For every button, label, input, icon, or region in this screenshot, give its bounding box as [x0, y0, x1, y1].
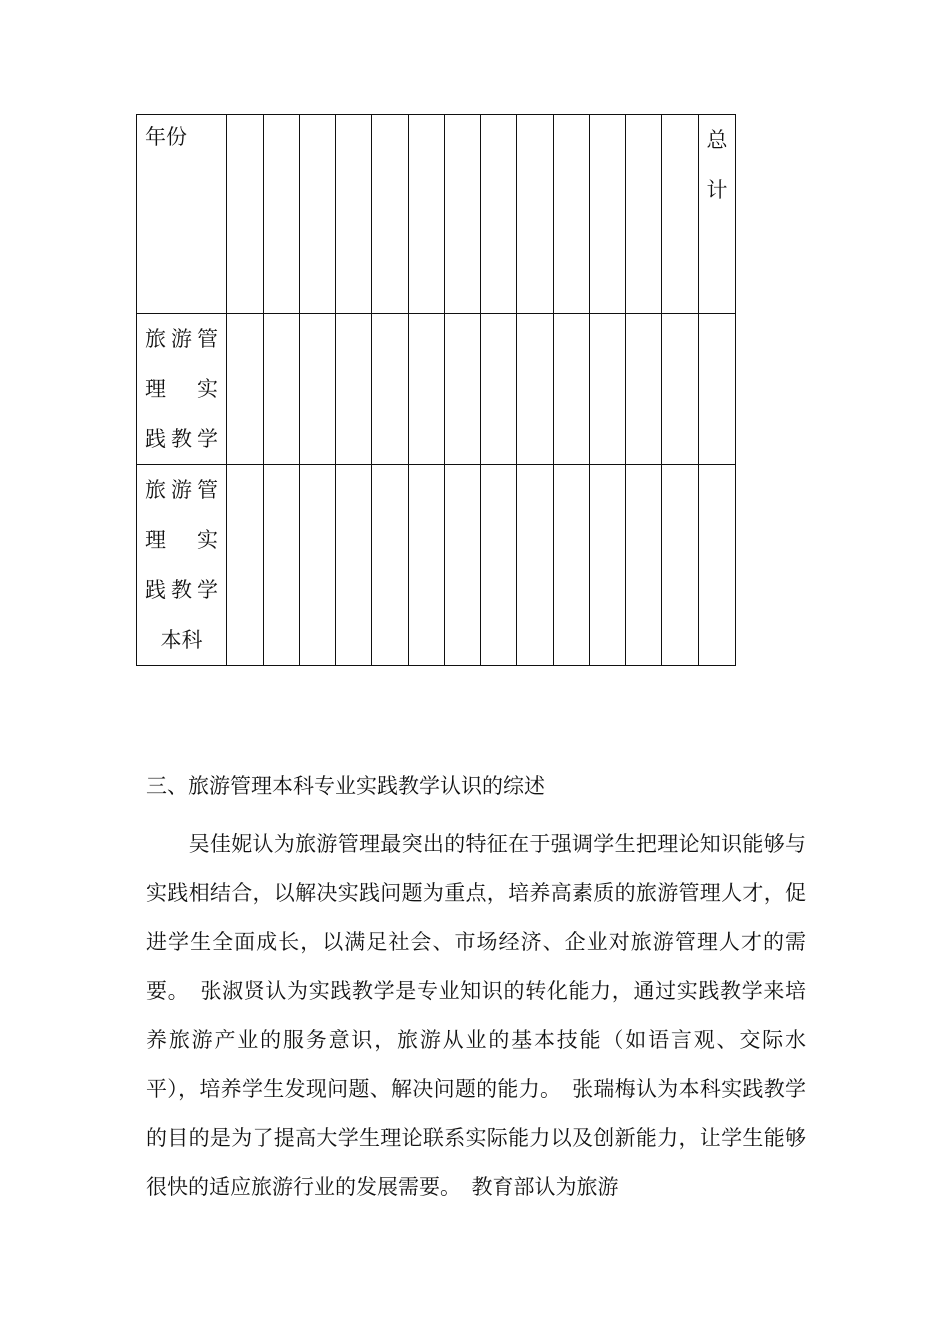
- table-row: [137, 314, 736, 465]
- table-cell: [590, 314, 626, 465]
- table-cell: [264, 115, 300, 314]
- total-header-cell: [699, 115, 736, 314]
- total-header-label: [699, 115, 735, 215]
- table-cell: [409, 465, 445, 666]
- table-cell: [372, 314, 409, 465]
- table-cell: [300, 115, 336, 314]
- table-cell: [699, 314, 736, 465]
- year-header-label: 年份: [145, 125, 187, 149]
- table-cell: [554, 465, 590, 666]
- table-cell: [481, 314, 517, 465]
- row-label: [137, 465, 226, 665]
- table-cell: [300, 465, 336, 666]
- table-cell: [264, 314, 300, 465]
- table-cell: [662, 465, 699, 666]
- table-cell: [336, 314, 372, 465]
- table-cell: [372, 115, 409, 314]
- year-header-cell: [137, 115, 227, 314]
- body-paragraph: 吴佳妮认为旅游管理最突出的特征在于强调学生把理论知识能够与实践相结合，以解决实践问题为重点，培养高素质的旅游管理人才，促进学生全面成长，以满足社会、市场经济、企业对旅游管理人才的需要。 张淑贤认为实践教学是专业知识的转化能力，通过实践教学来培养旅游产业的服务意识，旅游从业的基本技能（如语言观、交际水平），培养学生发现问题、解决问题的能力。 张瑞梅认为本科实践教学的目的是为了提高大学生理论联系实际能力以及创新能力，让学生能够很快的适应旅游行业的发展需要。 教育部认为旅游: [146, 832, 806, 1199]
- table-row: [137, 465, 736, 666]
- table-cell: [626, 115, 662, 314]
- table-cell: [264, 465, 300, 666]
- section-heading: 三、旅游管理本科专业实践教学认识的综述: [146, 774, 545, 798]
- row-label-line: 践教学: [145, 578, 218, 602]
- row-label-cell: [137, 465, 227, 666]
- table-cell: [445, 314, 481, 465]
- table-cell: [445, 115, 481, 314]
- row-label-line: 理 实: [145, 528, 218, 552]
- table-cell: [590, 465, 626, 666]
- row-label-line: 践教学: [145, 427, 218, 451]
- row-label-line: 理 实: [145, 377, 218, 401]
- table-cell: [445, 465, 481, 666]
- table-cell: [372, 465, 409, 666]
- table-cell: [626, 465, 662, 666]
- table-cell: [481, 115, 517, 314]
- row-label-line: 旅游管: [145, 478, 218, 502]
- total-label-line: 总: [706, 128, 728, 152]
- row-label-line: 旅游管: [145, 327, 218, 351]
- table-cell: [590, 115, 626, 314]
- table-cell: [409, 115, 445, 314]
- table-cell: [699, 465, 736, 666]
- row-label-line: 本科: [160, 628, 203, 652]
- table-cell: [662, 115, 699, 314]
- table-cell: [517, 115, 554, 314]
- statistics-table: [136, 114, 736, 666]
- table-header-row: [137, 115, 736, 314]
- table-cell: [336, 465, 372, 666]
- table-cell: [227, 465, 264, 666]
- table-cell: [517, 314, 554, 465]
- table-cell: [409, 314, 445, 465]
- table-cell: [554, 115, 590, 314]
- table-cell: [227, 115, 264, 314]
- row-label: [137, 314, 226, 464]
- table-cell: [662, 314, 699, 465]
- table-cell: [300, 314, 336, 465]
- table-cell: [517, 465, 554, 666]
- table-cell: [336, 115, 372, 314]
- table-cell: [227, 314, 264, 465]
- row-label-cell: [137, 314, 227, 465]
- table-cell: [481, 465, 517, 666]
- total-label-line: 计: [706, 178, 728, 202]
- table-cell: [554, 314, 590, 465]
- table-cell: [626, 314, 662, 465]
